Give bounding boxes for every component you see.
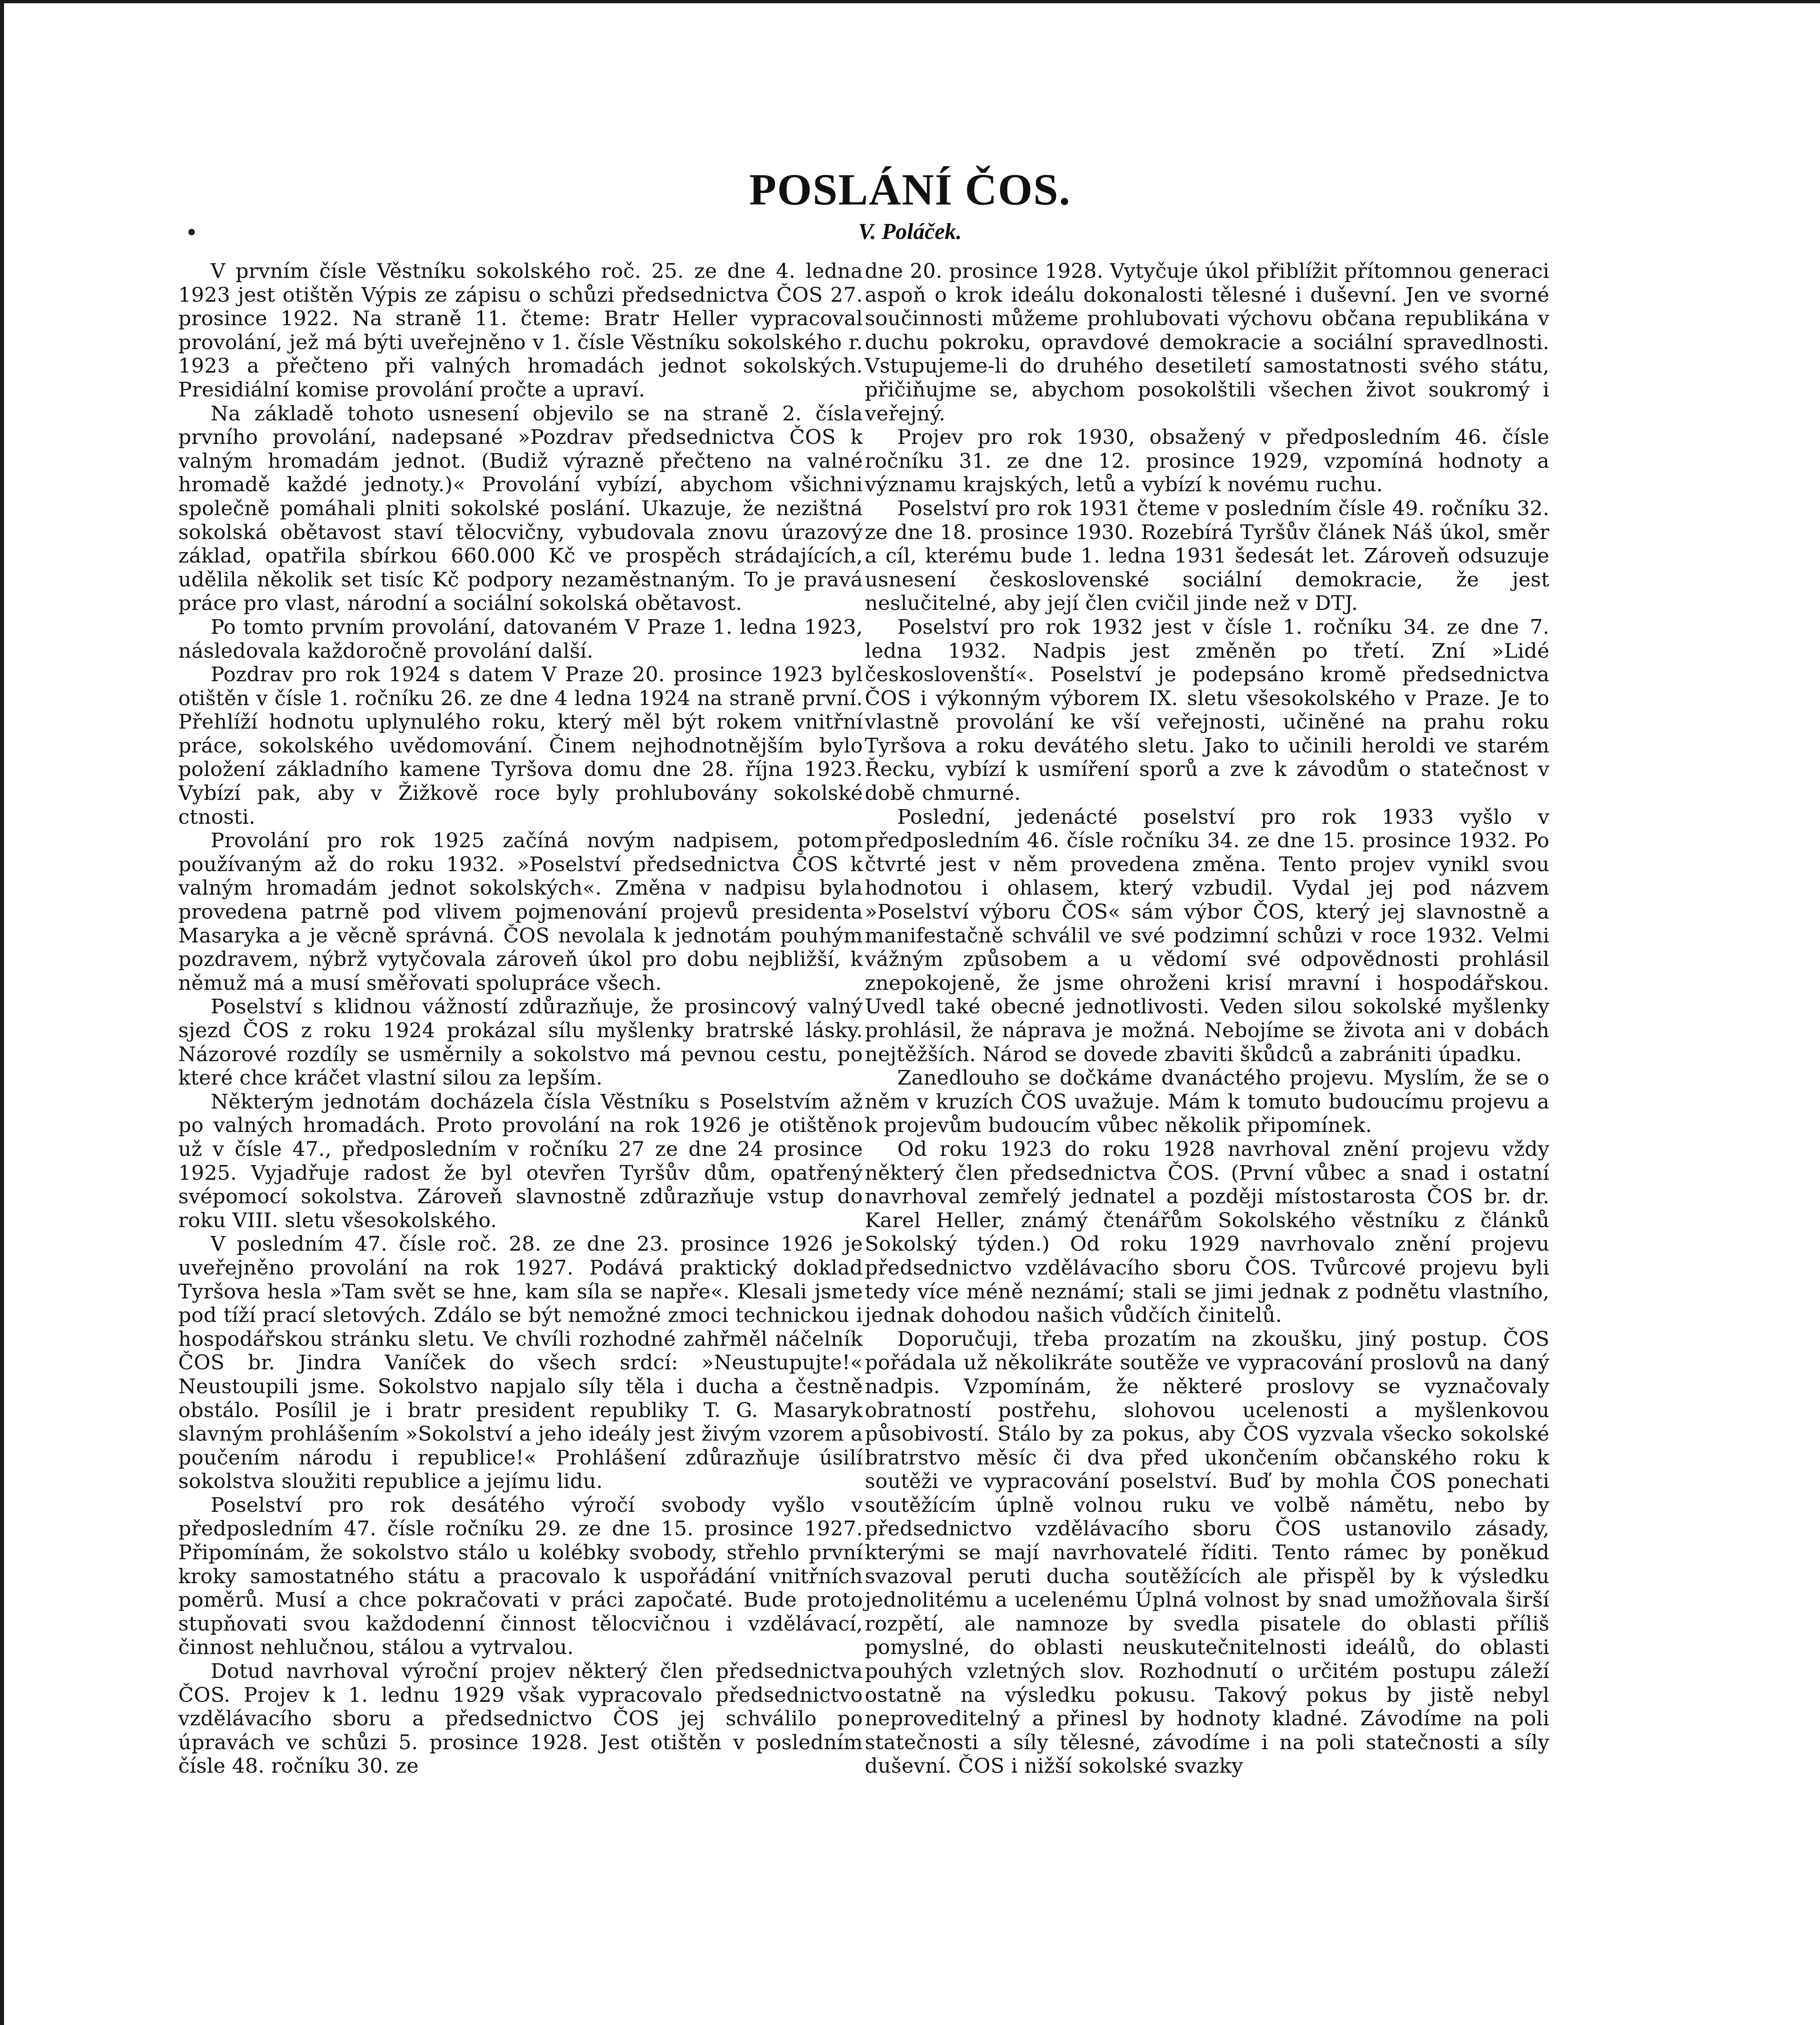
article-title: POSLÁNÍ ČOS. <box>749 165 1071 214</box>
left-column <box>178 259 863 1778</box>
paragraph: V prvním čísle Věstníku sokolského roč. 25. ze dne 4. ledna 1923 jest otištěn Výpis ze zápisu o schůzi předsednictva ČOS 27. prosince 1922. Na straně 11. čteme: Bratr Heller vypracoval provolání, jež má býti uveřejněno v 1. čísle Věstníku sokolského r. 1923 a přečteno při valných hromadách jednot sokolských. Presidiální komise provolání pročte a upraví. <box>178 259 863 401</box>
paragraph: Poselství s klidnou vážností zdůrazňuje, že prosincový valný sjezd ČOS z roku 1924 prokázal sílu myšlenky bratrské lásky. Názorové rozdíly se usměrnily a sokolstvo má pevnou cestu, po které chce kráčet vlastní silou za lepším. <box>178 995 863 1090</box>
paragraph: Provolání pro rok 1925 začíná novým nadpisem, potom používaným až do roku 1932. »Poselství předsednictva ČOS k valným hromadám jednot sokolských«. Změna v nadpisu byla provedena patrně pod vlivem pojmenování projevů presidenta Masaryka a je věcně správná. ČOS nevolala k jednotám pouhým pozdravem, nýbrž vytyčovala zároveň úkol pro dobu nejbližší, k němuž má a musí směřovati spolupráce všech. <box>178 829 863 995</box>
paragraph: Na základě tohoto usnesení objevilo se na straně 2. čísla prvního provolání, nadepsané »Pozdrav předsednictva ČOS k valným hromadám jednot. (Budiž výrazně přečteno na valné hromadě každé jednoty.)« Provolání vybízí, abychom všichni společně pomáhali plniti sokolské poslání. Ukazuje, že nezištná sokolská obětavost staví tělocvičny, vybudovala znovu úrazový základ, opatřila sbírkou 660.000 Kč ve prospěch strádajících, udělila několik set tisíc Kč podpory nezaměstnaným. To je pravá práce pro vlast, národní a sociální sokolská obětavost. <box>178 401 863 615</box>
paragraph: Poselství pro rok 1931 čteme v posledním čísle 49. ročníku 32. ze dne 18. prosince 1930. Rozebírá Tyršův článek Náš úkol, směr a cíl, kterému bude 1. ledna 1931 šedesát let. Zároveň odsuzuje usnesení československé sociální demokracie, že jest neslučitelné, aby její člen cvičil jinde než v DTJ. <box>865 496 1549 615</box>
article-author: V. Poláček. <box>858 219 962 244</box>
paragraph: Pozdrav pro rok 1924 s datem V Praze 20. prosince 1923 byl otištěn v čísle 1. ročníku 26. ze dne 4 ledna 1924 na straně první. Přehlíží hodnotu uplynulého roku, který měl být rokem vnitřní práce, sokolského uvědomování. Činem nejhodnotnějším bylo položení základního kamene Tyršova domu dne 28. října 1923. Vybízí pak, aby v Žižkově roce byly prohlubovány sokolské ctnosti. <box>178 663 863 829</box>
paragraph: Některým jednotám docházela čísla Věstníku s Poselstvím až po valných hromadách. Proto provolání na rok 1926 je otištěno už v čísle 47., předposledním v ročníku 27 ze dne 24 prosince 1925. Vyjadřuje radost že byl otevřen Tyršův dům, opatřený svépomocí sokolstva. Zároveň slavnostně zdůrazňuje vstup do roku VIII. sletu všesokolského. <box>178 1089 863 1232</box>
paragraph: Doporučuji, třeba prozatím na zkoušku, jiný postup. ČOS pořádala už několikráte soutěže ve vypracování proslovů na daný nadpis. Vzpomínám, že některé proslovy se vyznačovaly obratností postřehu, slohovou ucelenosti a myšlenkovou působivostí. Stálo by za pokus, aby ČOS vyzvala všecko sokolské bratrstvo měsíc či dva před ukončením občanského roku k soutěži ve vypracování poselství. Buď by mohla ČOS ponechati soutěžícím úplně volnou ruku ve volbě námětu, nebo by předsednictvo vzdělávacího sboru ČOS ustanovilo zásady, kterými se mají navrhovatelé říditi. Tento rámec by poněkud svazoval peruti ducha soutěžících ale přispěl by k výsledku jednolitému a ucelenému Úplná volnost by snad umožňovala širší rozpětí, ale namnoze by svedla pisatele do oblasti příliš pomyslné, do oblasti neuskutečnitelnosti ideálů, do oblasti pouhých vzletných slov. Rozhodnutí o určitém postupu záleží ostatně na výsledku pokusu. Takový pokus by jistě nebyl neproveditelný a přinesl by hodnoty kladné. Závodíme na poli statečnosti a síly tělesné, závodíme i na poli statečnosti a síly duševní. ČOS i nižší sokolské svazky <box>865 1327 1549 1778</box>
paragraph: Projev pro rok 1930, obsažený v předposledním 46. čísle ročníku 31. ze dne 12. prosince 1929, vzpomíná hodnoty a významu krajských, letů a vybízí k novému ruchu. <box>865 425 1549 497</box>
right-column <box>865 259 1549 1778</box>
paragraph: Dotud navrhoval výroční projev některý člen předsednictva ČOS. Projev k 1. lednu 1929 však vypracovalo předsednictvo vzdělávacího sboru a předsednictvo ČOS jej schválilo po úpravách ve schůzi 5. prosince 1928. Jest otištěn v posledním čísle 48. ročníku 30. ze <box>178 1659 863 1778</box>
paragraph: Poslední, jedenácté poselství pro rok 1933 vyšlo v předposledním 46. čísle ročníku 34. ze dne 15. prosince 1932. Po čtvrté jest v něm provedena změna. Tento projev vynikl svou hodnotou i ohlasem, který vzbudil. Vydal jej pod názvem »Poselství výboru ČOS« sám výbor ČOS, který jej slavnostně a manifestačně schválil ve své podzimní schůzi v roce 1932. Velmi vážným způsobem a u vědomí své odpovědnosti prohlásil znepokojeně, že jsme ohroženi krisí mravní i hospodářskou. Uvedl také obecné jednotlivosti. Veden silou sokolské myšlenky prohlásil, že náprava je možná. Nebojíme se života ani v dobách nejtěžších. Národ se dovede zbaviti škůdců a zabrániti úpadku. <box>865 805 1549 1066</box>
paragraph: Poselství pro rok desátého výročí svobody vyšlo v předposledním 47. čísle ročníku 29. ze dne 15. prosince 1927. Připomínám, že sokolstvo stálo u kolébky svobody, střehlo první kroky samostatného státu a pracovalo k uspořádání vnitřních poměrů. Musí a chce pokračovati v práci započaté. Bude proto stupňovati svou každodenní činnost tělocvičnou i vzdělávací, činnost nehlučnou, stálou a vytrvalou. <box>178 1493 863 1659</box>
paragraph: Zanedlouho se dočkáme dvanáctého projevu. Myslím, že se o něm v kruzích ČOS uvažuje. Mám k tomuto budoucímu projevu a k projevům budoucím vůbec několik připomínek. <box>865 1066 1549 1137</box>
paragraph: dne 20. prosince 1928. Vytyčuje úkol přiblížit přítomnou generaci aspoň o krok ideálu dokonalosti tělesné i duševní. Jen ve svorné součinnosti můžeme prohlubovati výchovu občana republikána v duchu pokroku, opravdové demokracie a sociální spravedlnosti. Vstupujeme-li do druhého desetiletí samostatnosti svého státu, přičiňujme se, abychom posokolštili všechen život soukromý i veřejný. <box>865 259 1549 425</box>
paragraph: Poselství pro rok 1932 jest v čísle 1. ročníku 34. ze dne 7. ledna 1932. Nadpis jest změněn po třetí. Zní »Lidé českoslovenští«. Poselství je podepsáno kromě předsednictva ČOS i výkonným výborem IX. sletu všesokolského v Praze. Je to vlastně provolání ke vší veřejnosti, učiněné na prahu roku Tyršova a roku devátého sletu. Jako to učinili heroldi ve starém Řecku, vybízí k usmíření sporů a zve k závodům o statečnost v době chmurné. <box>865 615 1549 805</box>
paragraph: Od roku 1923 do roku 1928 navrhoval znění projevu vždy některý člen předsednictva ČOS. (První vůbec a snad i ostatní navrhoval zemřelý jednatel a později místostarosta ČOS br. dr. Karel Heller, známý čtenářům Sokolského věstníku z článků Sokolský týden.) Od roku 1929 navrhovalo znění projevu předsednictvo vzdělávacího sboru ČOS. Tvůrcové projevu byli tedy více méně neznámí; stali se jimi jednak z podnětu vlastního, jednak dohodou našich vůdčích činitelů. <box>865 1137 1549 1327</box>
paragraph: V posledním 47. čísle roč. 28. ze dne 23. prosince 1926 je uveřejněno provolání na rok 1927. Podává praktický doklad Tyršova hesla »Tam svět se hne, kam síla se napře«. Klesali jsme pod tíží prací sletových. Zdálo se být nemožné zmoci technickou i hospodářskou stránku sletu. Ve chvíli rozhodné zahřměl náčelník ČOS br. Jindra Vaníček do všech srdcí: »Neustupujte!« Neustoupili jsme. Sokolstvo napjalo síly těla i ducha a čestně obstálo. Posílil je i bratr president republiky T. G. Masaryk slavným prohlášením »Sokolství a jeho ideály jest živým vzorem a poučením národu i republice!« Prohlášení zdůrazňuje úsilí sokolstva sloužiti republice a jejímu lidu. <box>178 1232 863 1493</box>
paragraph: Po tomto prvním provolání, datovaném V Praze 1. ledna 1923, následovala každoročně provolání další. <box>178 615 863 663</box>
